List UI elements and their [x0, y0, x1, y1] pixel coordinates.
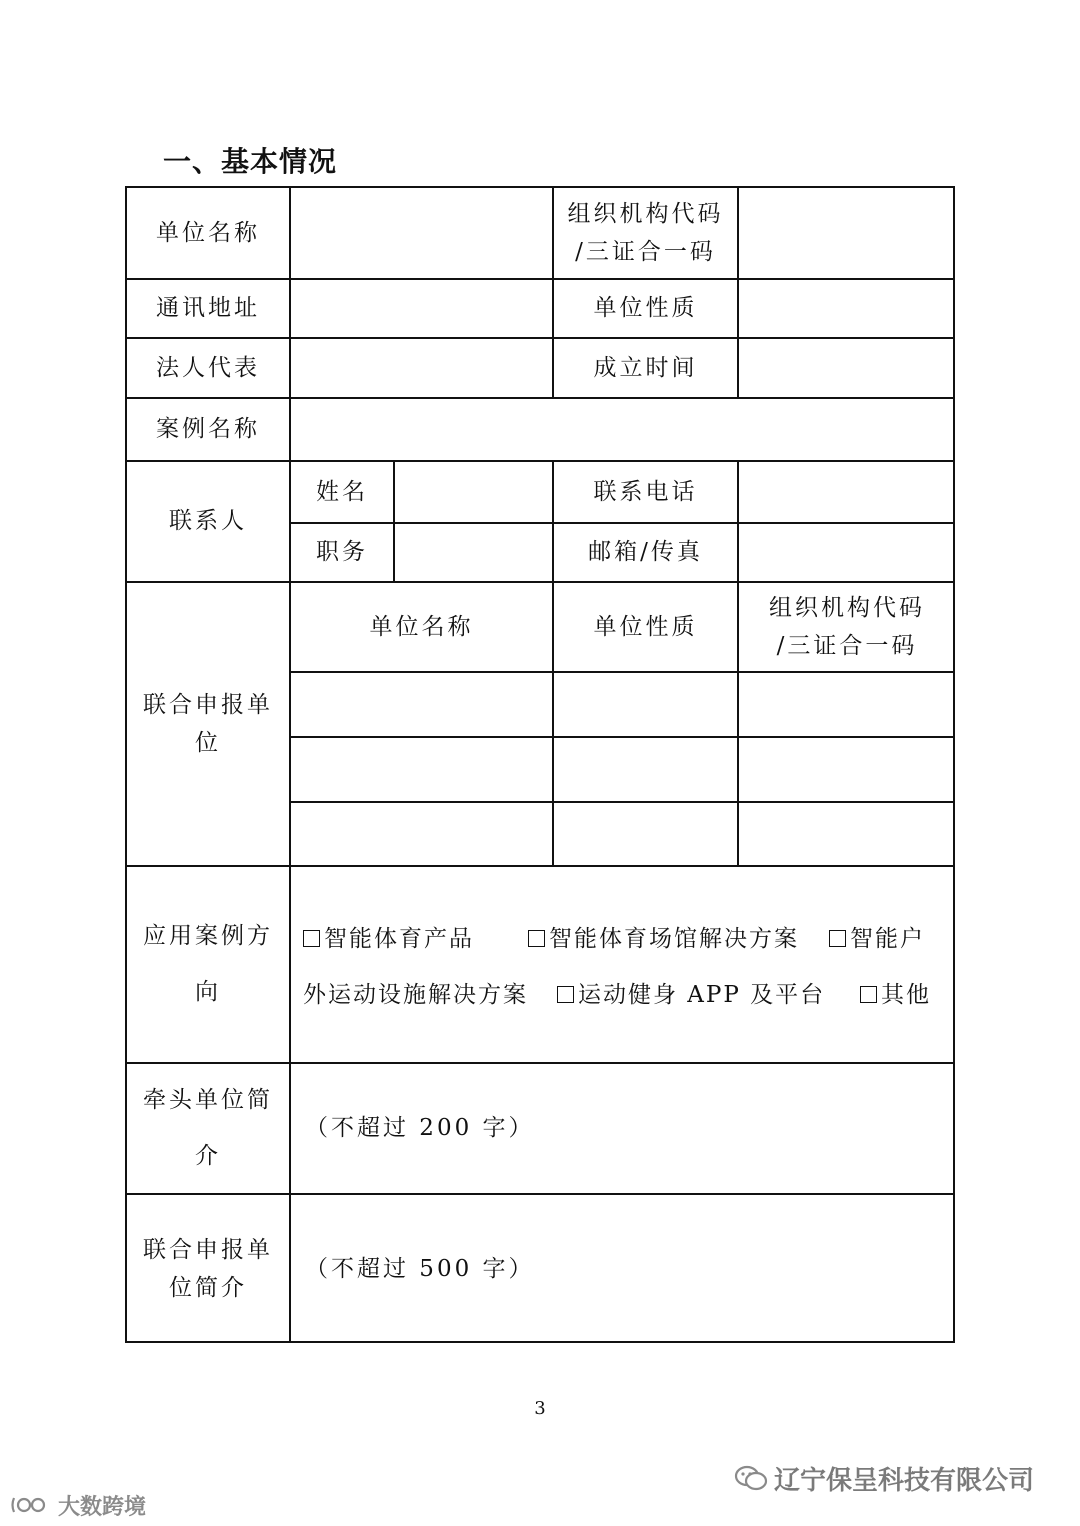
label-name: 姓名: [316, 478, 368, 505]
label-joint-line1: 联合申报单: [143, 691, 273, 718]
joint-header-unit-name: 单位名称: [369, 613, 474, 640]
label-position: 职务: [316, 539, 368, 565]
checkbox-icon[interactable]: [829, 930, 846, 947]
joint-header-unit-nature: 单位性质: [593, 613, 698, 640]
joint-row1-name-field[interactable]: [291, 672, 552, 736]
joint-row2-code-field[interactable]: [739, 737, 955, 801]
lead-intro-field[interactable]: （不超过 200 字）: [305, 1115, 535, 1141]
label-joint-intro: [127, 1194, 289, 1343]
label-org-code-line1: 组织机构代码: [567, 201, 724, 227]
joint-row1-nature-field[interactable]: [554, 672, 737, 736]
option-smart-sports-product[interactable]: [303, 910, 474, 968]
option-outdoor-continued: [303, 966, 528, 1024]
watermark-brand-text: 大数跨境: [58, 1495, 147, 1520]
option-smart-outdoor-solution[interactable]: [829, 910, 925, 968]
label-established: 成立时间: [593, 354, 698, 381]
label-phone: 联系电话: [593, 478, 698, 505]
joint-org-line2: /三证合一码: [776, 632, 918, 659]
joint-row2-name-field[interactable]: [291, 737, 552, 801]
label-joint-intro-line2: 位简介: [169, 1274, 247, 1301]
option-label: 运动健身 APP 及平台: [578, 982, 826, 1008]
section-title: 一、基本情况: [163, 145, 338, 178]
label-case-name: 案例名称: [156, 416, 260, 442]
org-code-field[interactable]: [739, 188, 955, 278]
label-lead-intro: [127, 1063, 289, 1193]
watermark-company-text: 辽宁保呈科技有限公司: [774, 1466, 1035, 1496]
checkbox-icon[interactable]: [557, 986, 574, 1003]
option-fitness-app[interactable]: [557, 966, 825, 1024]
option-label: 智能户: [850, 926, 925, 952]
direction-options: [303, 866, 953, 1062]
option-label: 其他: [881, 982, 931, 1008]
case-name-field[interactable]: [291, 398, 955, 460]
phone-field[interactable]: [739, 461, 955, 522]
email-fax-field[interactable]: [739, 523, 955, 581]
joint-row1-code-field[interactable]: [739, 672, 955, 736]
label-email-fax: 邮箱/传真: [588, 539, 703, 565]
option-label: 智能体育场馆解决方案: [549, 926, 799, 952]
label-joint-line2: 位: [195, 729, 221, 756]
label-lead-intro-line1: 牵头单位简: [143, 1087, 273, 1113]
established-field[interactable]: [739, 338, 955, 397]
label-contact: 联系人: [169, 508, 247, 534]
checkbox-icon[interactable]: [303, 930, 320, 947]
watermark-company: [734, 1460, 1034, 1499]
joint-row3-nature-field[interactable]: [554, 802, 737, 865]
option-label: 智能体育产品: [324, 926, 474, 952]
label-unit-name: 单位名称: [156, 220, 260, 246]
label-direction-line2: 向: [195, 979, 221, 1005]
label-joint-applicant: [127, 582, 289, 865]
label-address: 通讯地址: [156, 295, 260, 321]
label-unit-nature: 单位性质: [593, 295, 698, 321]
joint-row3-code-field[interactable]: [739, 802, 955, 865]
page-number: 3: [534, 1398, 546, 1419]
joint-intro-field[interactable]: （不超过 500 字）: [305, 1255, 535, 1282]
checkbox-icon[interactable]: [860, 986, 877, 1003]
joint-row2-nature-field[interactable]: [554, 737, 737, 801]
label-joint-intro-line1: 联合申报单: [143, 1236, 273, 1263]
option-other[interactable]: [860, 966, 931, 1024]
unit-nature-field[interactable]: [739, 279, 955, 337]
legal-rep-field[interactable]: [291, 338, 552, 397]
logo-icon: [10, 1494, 52, 1522]
label-legal-rep: 法人代表: [156, 354, 260, 381]
label-direction: [127, 866, 289, 1062]
wechat-icon: [734, 1464, 768, 1499]
option-smart-venue-solution[interactable]: [528, 910, 799, 968]
option-label: 外运动设施解决方案: [303, 982, 528, 1008]
label-org-code: [554, 188, 737, 278]
label-org-code-line2: /三证合一码: [575, 239, 716, 265]
watermark-brand: [10, 1490, 146, 1522]
checkbox-icon[interactable]: [528, 930, 545, 947]
basic-info-form: [125, 186, 955, 1343]
joint-org-line1: 组织机构代码: [769, 594, 925, 621]
address-field[interactable]: [291, 279, 552, 337]
joint-row3-name-field[interactable]: [291, 802, 552, 865]
contact-name-field[interactable]: [395, 461, 552, 522]
label-direction-line1: 应用案例方: [143, 923, 273, 949]
label-lead-intro-line2: 介: [195, 1143, 221, 1169]
unit-name-field[interactable]: [291, 188, 552, 278]
position-field[interactable]: [395, 523, 552, 581]
joint-header-org-code: [739, 582, 955, 671]
